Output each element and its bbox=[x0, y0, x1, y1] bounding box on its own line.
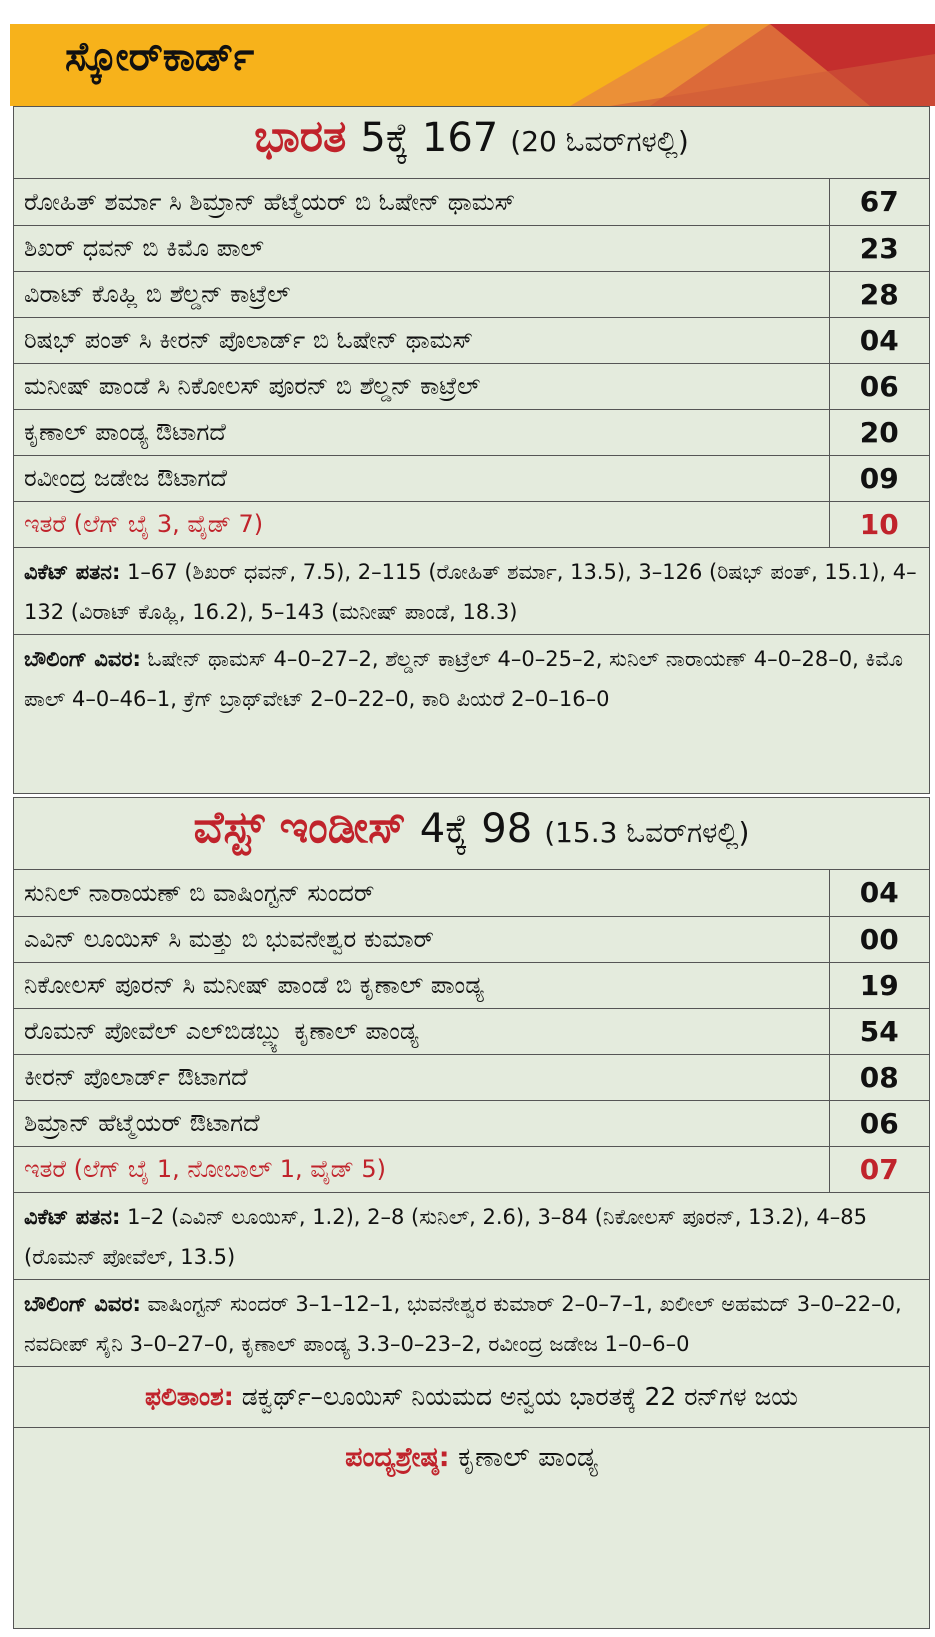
extras-label: ಇತರೆ (ಲೆಗ್ ಬೈ 3, ವೈಡ್ 7) bbox=[14, 501, 829, 547]
table-row bbox=[14, 317, 929, 363]
batsman-name: ನಿಕೋಲಸ್ ಪೂರನ್ ಸಿ ಮನೀಷ್ ಪಾಂಡೆ ಬಿ ಕೃಣಾಲ್ ಪಾಂಡ್ಯ bbox=[14, 962, 829, 1008]
extras-row bbox=[14, 1146, 929, 1192]
team-name: ಭಾರತ bbox=[254, 111, 347, 162]
extras-row bbox=[14, 501, 929, 547]
table-row bbox=[14, 455, 929, 501]
fow-text: 1–2 (ಎವಿನ್ ಲೂಯಿಸ್, 1.2), 2–8 (ಸುನಿಲ್, 2.6), 3–84 (ನಿಕೋಲಸ್ ಪೂರನ್, 13.2), 4–85 (ರೊಮನ್ ಪೋವೆಲ್, 13.5) bbox=[24, 1204, 867, 1269]
team-overs: (20 ಓವರ್‌ಗಳಲ್ಲಿ) bbox=[510, 125, 689, 158]
batsman-name: ಶಿಖರ್ ಧವನ್ ಬಿ ಕಿಮೊ ಪಾಲ್ bbox=[14, 225, 829, 271]
table-row bbox=[14, 1100, 929, 1146]
table-row bbox=[14, 225, 929, 271]
extras-runs: 10 bbox=[829, 501, 929, 547]
result-text: ಡಕ್ವರ್ಥ್–ಲೂಯಿಸ್ ನಿಯಮದ ಅನ್ವಯ ಭಾರತಕ್ಕೆ 22 ರನ್‌ಗಳ ಜಯ bbox=[241, 1381, 799, 1411]
batsman-name: ಶಿಮ್ರಾನ್ ಹೆಟ್ಮೆಯರ್ ಔಟಾಗದೆ bbox=[14, 1100, 829, 1146]
result-label: ಫಲಿತಾಂಶ: bbox=[144, 1381, 234, 1411]
batsman-runs: 06 bbox=[829, 1100, 929, 1146]
table-row bbox=[14, 1008, 929, 1054]
batsman-name: ರವೀಂದ್ರ ಜಡೇಜ ಔಟಾಗದೆ bbox=[14, 455, 829, 501]
fow-text: 1–67 (ಶಿಖರ್ ಧವನ್, 7.5), 2–115 (ರೋಹಿತ್ ಶರ್ಮಾ, 13.5), 3–126 (ರಿಷಭ್ ಪಂತ್, 15.1), 4–132 (ವಿರಾಟ್ ಕೊಹ್ಲಿ, 16.2), 5–143 (ಮನೀಷ್ ಪಾಂಡೆ, 18.3) bbox=[24, 559, 917, 624]
batsman-runs: 19 bbox=[829, 962, 929, 1008]
match-result bbox=[14, 1367, 929, 1428]
table-row bbox=[14, 271, 929, 317]
batsman-runs: 23 bbox=[829, 225, 929, 271]
extras-runs: 07 bbox=[829, 1146, 929, 1192]
extras-label: ಇತರೆ (ಲೆಗ್ ಬೈ 1, ನೋಬಾಲ್ 1, ವೈಡ್ 5) bbox=[14, 1146, 829, 1192]
batsman-name: ರಿಷಭ್ ಪಂತ್ ಸಿ ಕೀರನ್ ಪೊಲಾರ್ಡ್ ಬಿ ಓಷೇನ್ ಥಾಮಸ್ bbox=[14, 317, 829, 363]
batsman-name: ಸುನಿಲ್ ನಾರಾಯಣ್ ಬಿ ವಾಷಿಂಗ್ಟನ್ ಸುಂದರ್ bbox=[14, 870, 829, 916]
fall-of-wickets bbox=[14, 1193, 929, 1280]
india-scorecard bbox=[13, 106, 930, 794]
table-row bbox=[14, 409, 929, 455]
batsman-runs: 06 bbox=[829, 363, 929, 409]
team-score: 4ಕ್ಕೆ 98 bbox=[419, 806, 533, 852]
man-of-the-match bbox=[14, 1428, 929, 1488]
bowling-details bbox=[14, 635, 929, 721]
bowling-text: ವಾಷಿಂಗ್ಟನ್ ಸುಂದರ್ 3–1–12–1, ಭುವನೇಶ್ವರ ಕುಮಾರ್ 2–0–7–1, ಖಲೀಲ್ ಅಹಮದ್ 3–0–22–0, ನವದೀಪ್ ಸೈನಿ 3–0–27–0, ಕೃಣಾಲ್ ಪಾಂಡ್ಯ 3.3–0–23–2, ರವೀಂದ್ರ ಜಡೇಜ 1–0–6–0 bbox=[24, 1291, 902, 1356]
batsman-name: ಕೀರನ್ ಪೊಲಾರ್ಡ್ ಔಟಾಗದೆ bbox=[14, 1054, 829, 1100]
batsman-name: ಕೃಣಾಲ್ ಪಾಂಡ್ಯ ಔಟಾಗದೆ bbox=[14, 409, 829, 455]
west-indies-batting-table bbox=[14, 870, 929, 1193]
batsman-runs: 04 bbox=[829, 317, 929, 363]
batsman-runs: 67 bbox=[829, 179, 929, 225]
batsman-name: ರೋಹಿತ್ ಶರ್ಮಾ ಸಿ ಶಿಮ್ರಾನ್ ಹೆಟ್ಮೆಯರ್ ಬಿ ಓಷೇನ್ ಥಾಮಸ್ bbox=[14, 179, 829, 225]
bowling-text: ಓಷೇನ್ ಥಾಮಸ್ 4–0–27–2, ಶೆಲ್ಡನ್ ಕಾಟ್ರೆಲ್ 4–0–25–2, ಸುನಿಲ್ ನಾರಾಯಣ್ 4–0–28–0, ಕಿಮೊ ಪಾಲ್ 4–0–46–1, ಕ್ರೆಗ್ ಬ್ರಾಥ್‌ವೇಟ್ 2–0–22–0, ಕಾರಿ ಪಿಯರೆ 2–0–16–0 bbox=[24, 646, 903, 711]
west-indies-scorecard bbox=[13, 797, 930, 1629]
motm-name: ಕೃಣಾಲ್ ಪಾಂಡ್ಯ bbox=[458, 1441, 598, 1473]
india-innings-header bbox=[14, 107, 929, 179]
batsman-runs: 28 bbox=[829, 271, 929, 317]
batsman-name: ಮನೀಷ್ ಪಾಂಡೆ ಸಿ ನಿಕೋಲಸ್ ಪೂರನ್ ಬಿ ಶೆಲ್ಡನ್ ಕಾಟ್ರೆಲ್ bbox=[14, 363, 829, 409]
batsman-runs: 08 bbox=[829, 1054, 929, 1100]
fall-of-wickets bbox=[14, 548, 929, 635]
table-row bbox=[14, 916, 929, 962]
table-row bbox=[14, 363, 929, 409]
west-indies-innings-header bbox=[14, 798, 929, 870]
team-overs: (15.3 ಓವರ್‌ಗಳಲ್ಲಿ) bbox=[544, 816, 750, 849]
batsman-runs: 54 bbox=[829, 1008, 929, 1054]
team-name: ವೆಸ್ಟ್ ಇಂಡೀಸ್ bbox=[193, 802, 406, 853]
bowling-label: ಬೌಲಿಂಗ್ ವಿವರ: bbox=[24, 1291, 141, 1316]
bowling-details bbox=[14, 1280, 929, 1367]
batsman-name: ಎವಿನ್ ಲೂಯಿಸ್ ಸಿ ಮತ್ತು ಬಿ ಭುವನೇಶ್ವರ ಕುಮಾರ್ bbox=[14, 916, 829, 962]
table-row bbox=[14, 179, 929, 225]
fow-label: ವಿಕೆಟ್ ಪತನ: bbox=[24, 559, 121, 584]
bowling-label: ಬೌಲಿಂಗ್ ವಿವರ: bbox=[24, 646, 141, 671]
motm-label: ಪಂದ್ಯಶ್ರೇಷ್ಠ: bbox=[345, 1441, 450, 1473]
scorecard-header bbox=[10, 24, 935, 106]
batsman-runs: 09 bbox=[829, 455, 929, 501]
batsman-name: ವಿರಾಟ್ ಕೊಹ್ಲಿ ಬಿ ಶೆಲ್ಡನ್ ಕಾಟ್ರೆಲ್ bbox=[14, 271, 829, 317]
india-batting-table bbox=[14, 179, 929, 548]
batsman-runs: 00 bbox=[829, 916, 929, 962]
page-title: ಸ್ಕೋರ್‌ಕಾರ್ಡ್ bbox=[65, 34, 255, 80]
team-score: 5ಕ್ಕೆ 167 bbox=[360, 115, 499, 161]
fow-label: ವಿಕೆಟ್ ಪತನ: bbox=[24, 1204, 121, 1229]
batsman-name: ರೊಮನ್ ಪೋವೆಲ್ ಎಲ್‌ಬಿಡಬ್ಲ್ಯು ಕೃಣಾಲ್ ಪಾಂಡ್ಯ bbox=[14, 1008, 829, 1054]
table-row bbox=[14, 1054, 929, 1100]
table-row bbox=[14, 962, 929, 1008]
table-row bbox=[14, 870, 929, 916]
batsman-runs: 20 bbox=[829, 409, 929, 455]
batsman-runs: 04 bbox=[829, 870, 929, 916]
